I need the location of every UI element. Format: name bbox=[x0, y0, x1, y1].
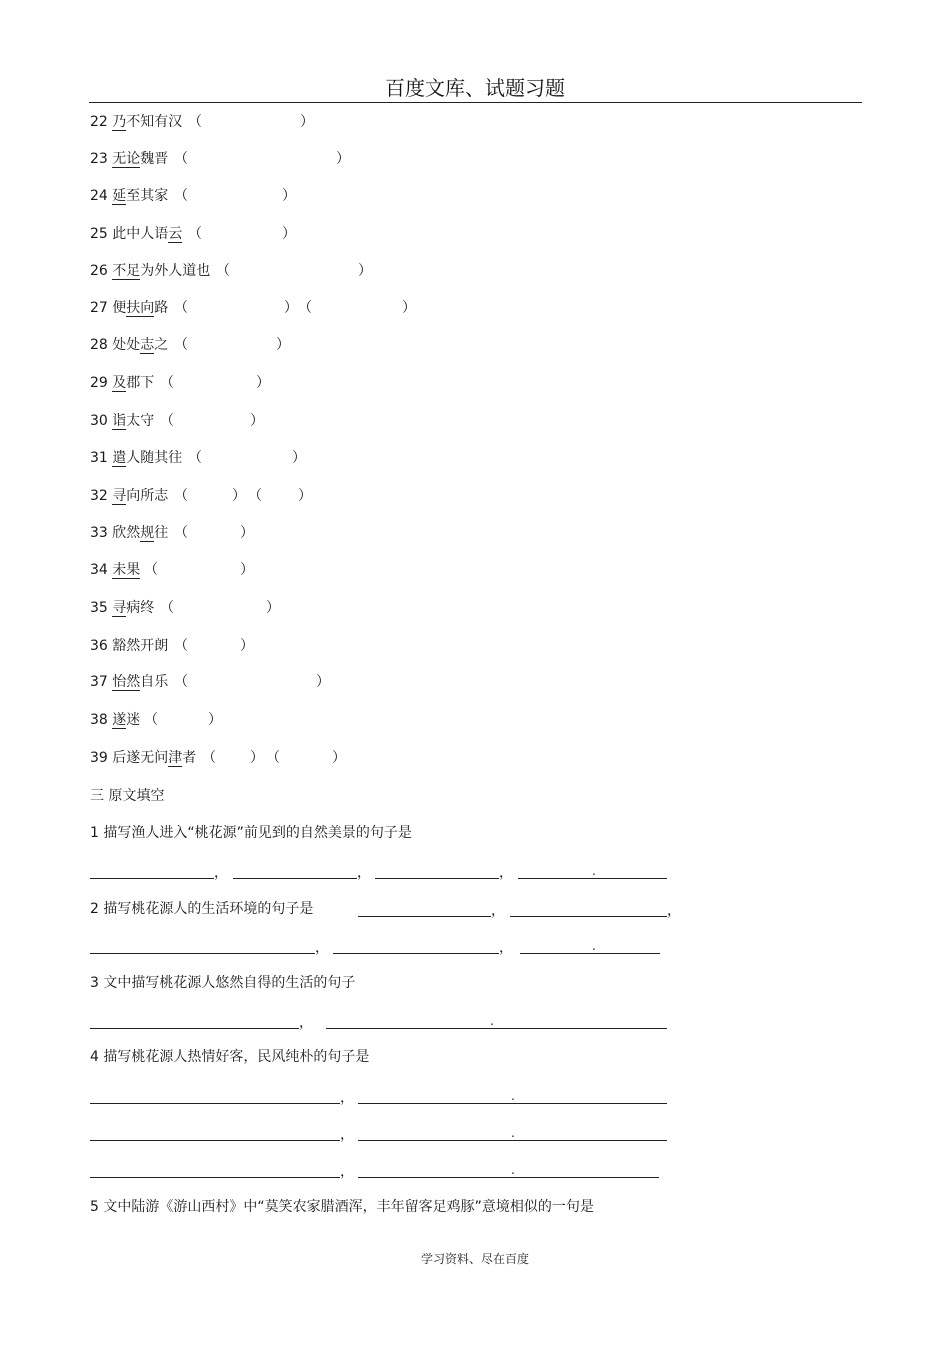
item-prefix: 此中人语 bbox=[112, 226, 169, 242]
open-paren: （ bbox=[174, 337, 188, 353]
vocab-item bbox=[90, 449, 306, 467]
item-prefix: 后遂无问 bbox=[112, 750, 169, 766]
item-suffix: 开朗 bbox=[140, 638, 169, 654]
open-paren: （ bbox=[174, 300, 188, 316]
open-paren: （ bbox=[174, 488, 188, 504]
item-suffix: 人随其往 bbox=[126, 450, 183, 466]
item-suffix: 为外人道也 bbox=[140, 263, 211, 279]
answer-blank[interactable] bbox=[90, 1103, 340, 1104]
close-paren: ） bbox=[240, 562, 254, 578]
open-paren: （ bbox=[188, 226, 202, 242]
close-paren: ） bbox=[240, 638, 254, 654]
answer-blank[interactable] bbox=[90, 1140, 340, 1141]
answer-blank[interactable] bbox=[358, 1140, 667, 1141]
vocab-item bbox=[90, 150, 350, 168]
question-4: 4 描写桃花源人热情好客，民风纯朴的句子是 bbox=[90, 1049, 370, 1065]
item-suffix: 至其家 bbox=[126, 188, 169, 204]
vocab-item bbox=[90, 299, 416, 317]
vocab-item bbox=[90, 262, 372, 280]
open-paren: （ bbox=[160, 413, 174, 429]
open-paren: （ bbox=[174, 188, 188, 204]
item-suffix: 之 bbox=[154, 337, 169, 353]
open-paren: （ bbox=[174, 525, 188, 541]
item-number: 25 bbox=[90, 226, 108, 242]
open-paren: （ bbox=[266, 750, 280, 766]
underlined-word: 不足 bbox=[112, 263, 141, 279]
underlined-word: 无论 bbox=[112, 151, 141, 167]
underlined-word: 及 bbox=[112, 375, 127, 391]
underlined-word: 志 bbox=[140, 337, 155, 353]
period: . bbox=[511, 1126, 515, 1140]
answer-blank[interactable] bbox=[520, 953, 660, 954]
answer-blank[interactable] bbox=[90, 1028, 299, 1029]
item-number: 37 bbox=[90, 674, 108, 690]
open-paren: （ bbox=[216, 263, 230, 279]
underlined-word: 云 bbox=[168, 226, 183, 242]
vocab-item bbox=[90, 412, 264, 430]
underlined-word: 寻 bbox=[112, 488, 127, 504]
underlined-word: 怡然 bbox=[112, 674, 141, 690]
open-paren: （ bbox=[144, 712, 158, 728]
answer-blank[interactable] bbox=[510, 916, 667, 917]
item-number: 28 bbox=[90, 337, 108, 353]
item-number: 29 bbox=[90, 375, 108, 391]
item-suffix: 病终 bbox=[126, 600, 155, 616]
page-title: 百度文库、试题习题 bbox=[385, 76, 565, 100]
answer-blank[interactable] bbox=[90, 1177, 340, 1178]
comma: ， bbox=[299, 1015, 313, 1031]
item-suffix: 自乐 bbox=[140, 674, 169, 690]
comma: ， bbox=[491, 903, 505, 919]
item-number: 23 bbox=[90, 151, 108, 167]
item-number: 26 bbox=[90, 263, 108, 279]
item-number: 34 bbox=[90, 562, 108, 578]
item-number: 31 bbox=[90, 450, 108, 466]
close-paren: ） bbox=[336, 151, 350, 167]
vocab-item bbox=[90, 673, 330, 691]
close-paren: ） bbox=[232, 488, 246, 504]
close-paren: ） bbox=[276, 337, 290, 353]
header-divider bbox=[89, 102, 862, 103]
open-paren: （ bbox=[188, 114, 202, 130]
item-suffix: 不知有汉 bbox=[126, 114, 183, 130]
comma: ， bbox=[499, 940, 513, 956]
close-paren: ） bbox=[256, 375, 270, 391]
open-paren: （ bbox=[174, 638, 188, 654]
open-paren: （ bbox=[248, 488, 262, 504]
comma: ， bbox=[667, 903, 681, 919]
close-paren: ） bbox=[332, 750, 346, 766]
answer-blank[interactable] bbox=[358, 916, 491, 917]
comma: ， bbox=[340, 1164, 354, 1180]
item-number: 22 bbox=[90, 114, 108, 130]
answer-blank[interactable] bbox=[233, 878, 357, 879]
open-paren: （ bbox=[144, 562, 158, 578]
close-paren: ） bbox=[402, 300, 416, 316]
question-3: 3 文中描写桃花源人悠然自得的生活的句子 bbox=[90, 975, 356, 991]
underlined-word: 诣 bbox=[112, 413, 127, 429]
vocab-item bbox=[90, 711, 222, 729]
close-paren: ） bbox=[240, 525, 254, 541]
answer-blank[interactable] bbox=[375, 878, 499, 879]
answer-blank[interactable] bbox=[326, 1028, 667, 1029]
period: . bbox=[592, 864, 596, 878]
close-paren: ） bbox=[300, 114, 314, 130]
period: . bbox=[511, 1163, 515, 1177]
vocab-item bbox=[90, 187, 296, 205]
underlined-word: 扶向 bbox=[126, 300, 155, 316]
vocab-item bbox=[90, 524, 254, 542]
underlined-word: 遣 bbox=[112, 450, 127, 466]
question-1: 1 描写渔人进入“桃花源”前见到的自然美景的句子是 bbox=[90, 825, 412, 841]
underlined-word: 寻 bbox=[112, 600, 127, 616]
item-suffix: 郡下 bbox=[126, 375, 155, 391]
open-paren: （ bbox=[298, 300, 312, 316]
item-prefix: 便 bbox=[112, 300, 127, 316]
answer-blank[interactable] bbox=[90, 878, 214, 879]
comma: ， bbox=[499, 865, 513, 881]
close-paren: ） bbox=[292, 450, 306, 466]
item-prefix: 欣然 bbox=[112, 525, 141, 541]
item-word: 豁然 bbox=[112, 638, 141, 654]
close-paren: ） bbox=[266, 600, 280, 616]
vocab-item bbox=[90, 599, 280, 617]
close-paren: ） bbox=[208, 712, 222, 728]
period: . bbox=[592, 939, 596, 953]
underlined-word: 津 bbox=[168, 750, 183, 766]
close-paren: ） bbox=[250, 413, 264, 429]
close-paren: ） bbox=[250, 750, 264, 766]
item-number: 36 bbox=[90, 638, 108, 654]
item-suffix: 者 bbox=[182, 750, 197, 766]
item-suffix: 往 bbox=[154, 525, 169, 541]
item-number: 30 bbox=[90, 413, 108, 429]
question-2: 2 描写桃花源人的生活环境的句子是 bbox=[90, 901, 314, 917]
vocab-item bbox=[90, 487, 312, 505]
item-number: 32 bbox=[90, 488, 108, 504]
close-paren: ） bbox=[282, 188, 296, 204]
item-prefix: 处处 bbox=[112, 337, 141, 353]
comma: ， bbox=[340, 1090, 354, 1106]
vocab-item bbox=[90, 113, 314, 131]
underlined-word: 遂 bbox=[112, 712, 127, 728]
answer-blank[interactable] bbox=[518, 878, 667, 879]
open-paren: （ bbox=[188, 450, 202, 466]
item-suffix: 路 bbox=[154, 300, 169, 316]
page-footer: 学习资料、尽在百度 bbox=[420, 1252, 529, 1266]
close-paren: ） bbox=[298, 488, 312, 504]
close-paren: ） bbox=[282, 226, 296, 242]
answer-blank[interactable] bbox=[358, 1177, 659, 1178]
answer-blank[interactable] bbox=[333, 953, 499, 954]
vocab-item bbox=[90, 749, 346, 767]
open-paren: （ bbox=[160, 600, 174, 616]
open-paren: （ bbox=[174, 151, 188, 167]
answer-blank[interactable] bbox=[358, 1103, 667, 1104]
item-number: 35 bbox=[90, 600, 108, 616]
vocab-item bbox=[90, 225, 296, 243]
vocab-item bbox=[90, 561, 254, 579]
item-number: 39 bbox=[90, 750, 108, 766]
item-suffix: 向所志 bbox=[126, 488, 169, 504]
close-paren: ） bbox=[284, 300, 298, 316]
item-suffix: 迷 bbox=[126, 712, 141, 728]
comma: ， bbox=[214, 865, 228, 881]
item-suffix: 太守 bbox=[126, 413, 155, 429]
underlined-word: 规 bbox=[140, 525, 155, 541]
item-suffix: 魏晋 bbox=[140, 151, 169, 167]
period: . bbox=[490, 1014, 494, 1028]
underlined-word: 延 bbox=[112, 188, 127, 204]
open-paren: （ bbox=[160, 375, 174, 391]
open-paren: （ bbox=[202, 750, 216, 766]
close-paren: ） bbox=[316, 674, 330, 690]
item-number: 33 bbox=[90, 525, 108, 541]
vocab-item bbox=[90, 637, 254, 655]
item-number: 38 bbox=[90, 712, 108, 728]
comma: ， bbox=[340, 1127, 354, 1143]
answer-blank[interactable] bbox=[90, 953, 315, 954]
vocab-item bbox=[90, 374, 270, 392]
underlined-word: 未果 bbox=[112, 562, 141, 578]
item-number: 27 bbox=[90, 300, 108, 316]
item-number: 24 bbox=[90, 188, 108, 204]
period: . bbox=[511, 1089, 515, 1103]
comma: ， bbox=[357, 865, 371, 881]
section-heading: 三 原文填空 bbox=[90, 788, 165, 804]
vocab-item bbox=[90, 336, 290, 354]
comma: ， bbox=[315, 940, 329, 956]
open-paren: （ bbox=[174, 674, 188, 690]
close-paren: ） bbox=[358, 263, 372, 279]
underlined-word: 乃 bbox=[112, 114, 127, 130]
question-5: 5 文中陆游《游山西村》中“莫笑农家腊酒浑，丰年留客足鸡豚”意境相似的一句是 bbox=[90, 1199, 594, 1215]
